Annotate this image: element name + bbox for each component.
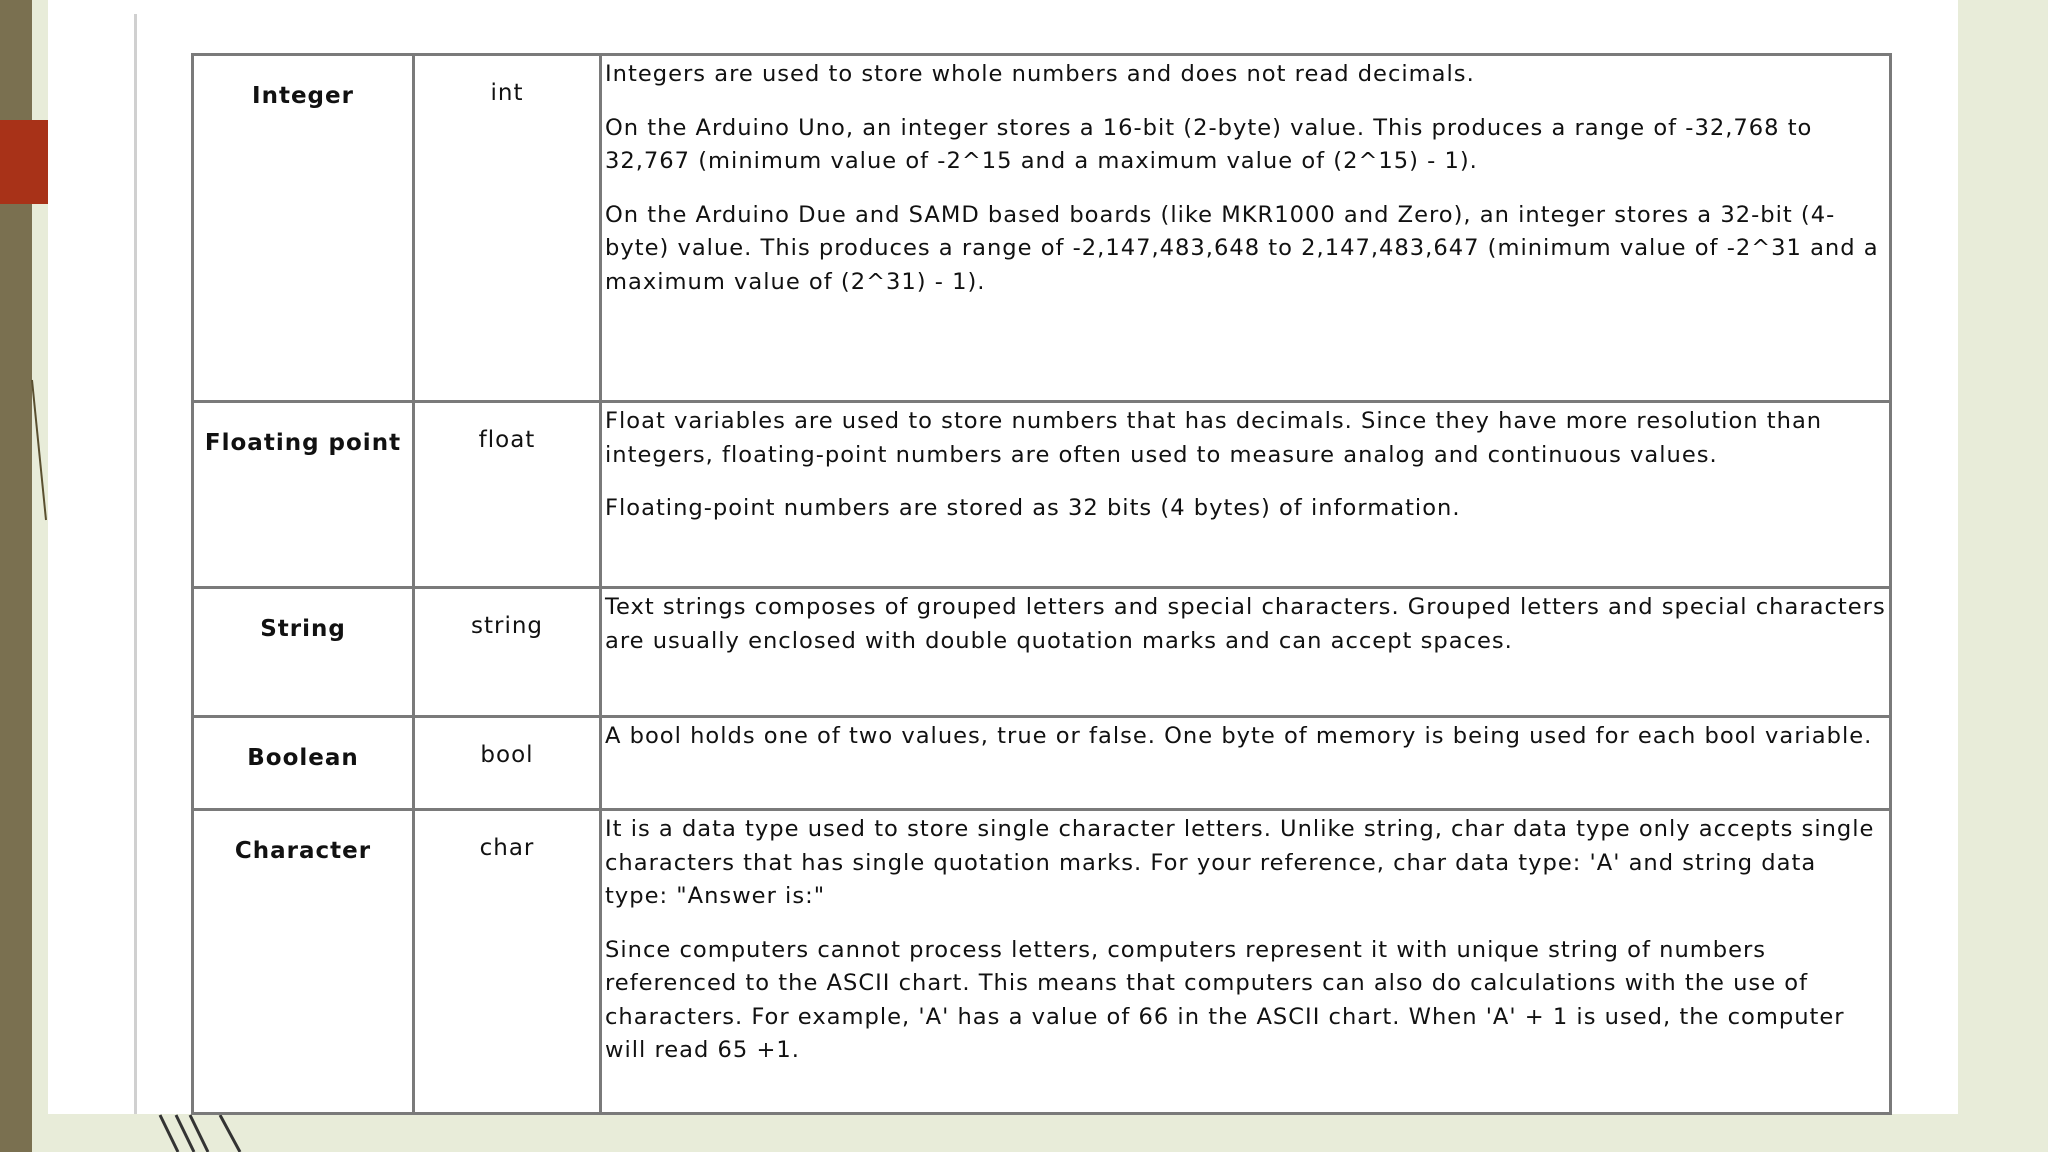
type-name-cell: Floating point (193, 402, 414, 588)
slide-edge-line (134, 14, 137, 1114)
type-description-cell (601, 588, 1891, 717)
slide-content (48, 0, 1958, 1114)
table-row (193, 810, 1891, 1114)
description-paragraph: On the Arduino Due and SAMD based boards (like MKR1000 and Zero), an integer stores a 32-bit (4-byte) value. This produces a range of -2,147,483,648 to 2,147,483,647 (minimum value of -2^31 and a maximum value of (2^31) - 1). (605, 201, 1879, 295)
type-keyword-cell: string (414, 588, 601, 717)
type-name-cell: Integer (193, 55, 414, 402)
type-description-cell (601, 402, 1891, 588)
type-name-cell: Boolean (193, 717, 414, 810)
description-paragraph: Text strings composes of grouped letters and special characters. Grouped letters and special characters are usually enclosed with double quotation marks and can accept spaces. (605, 594, 1886, 654)
description-paragraph: Since computers cannot process letters, computers represent it with unique string of numbers referenced to the ASCII chart. This means that computers can also do calculations with the use of characters. For example, 'A' has a value of 66 in the ASCII chart. When 'A' + 1 is used, the computer will read 65 +1. (605, 936, 1845, 1063)
type-name-cell: String (193, 588, 414, 717)
description-paragraph: Integers are used to store whole numbers and does not read decimals. (605, 61, 1475, 87)
data-types-table (191, 53, 1892, 1115)
table-row (193, 588, 1891, 717)
description-paragraph: Floating-point numbers are stored as 32 bits (4 bytes) of information. (605, 495, 1461, 521)
type-description-cell (601, 55, 1891, 402)
type-name-cell: Character (193, 810, 414, 1114)
type-description-cell (601, 810, 1891, 1114)
table-row (193, 55, 1891, 402)
type-keyword-cell: float (414, 402, 601, 588)
type-keyword-cell: char (414, 810, 601, 1114)
table-row (193, 717, 1891, 810)
table-body (193, 55, 1891, 1114)
description-paragraph: Float variables are used to store numbers that has decimals. Since they have more resolution than integers, floating-point numbers are often used to measure analog and continuous values. (605, 408, 1823, 468)
table-row (193, 402, 1891, 588)
type-keyword-cell: int (414, 55, 601, 402)
type-description-cell (601, 717, 1891, 810)
description-paragraph: On the Arduino Uno, an integer stores a 16-bit (2-byte) value. This produces a range of -32,768 to 32,767 (minimum value of -2^15 and a maximum value of (2^15) - 1). (605, 114, 1813, 174)
type-keyword-cell: bool (414, 717, 601, 810)
description-paragraph: It is a data type used to store single character letters. Unlike string, char data type only accepts single characters that has single quotation marks. For your reference, char data type: 'A' and string data type: "Answer is:" (605, 816, 1875, 909)
description-paragraph: A bool holds one of two values, true or false. One byte of memory is being used for each bool variable. (605, 723, 1873, 749)
